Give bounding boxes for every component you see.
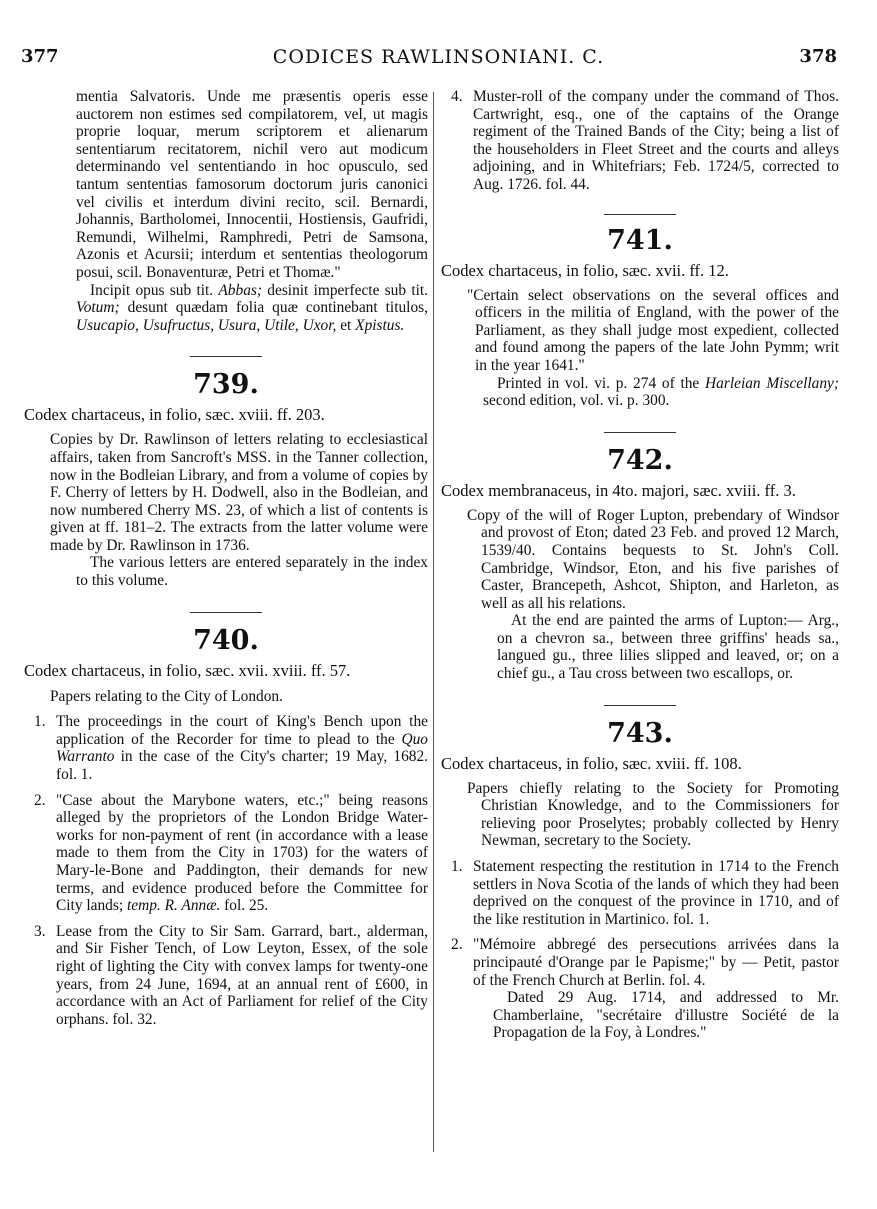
section-rule xyxy=(190,612,262,613)
codex-description-740: Codex chartaceus, in folio, sæc. xvii. xviii. ff. 57. xyxy=(24,660,351,680)
entry-739-note: The various letters are entered separately in the index to this volume. xyxy=(76,554,428,590)
list-item: 2. "Mémoire abbregé des persecutions arrivées dans la principauté d'Orange par le Papisme;" by — Petit, pastor of the French Church at Berlin. fol. 4. xyxy=(451,936,839,989)
continued-paragraph: mentia Salvatoris. Unde me præsentis operis esse auctorem non estimes sed compilatorem, vel, ut magis proprie loquar, merum scriptorem et alienarum sententiarum recitatorem, nichil vero aut modicum determinando vel sententiando in hoc opusculo, sed tantum sententias famosorum doctorum juris canonici vel civilis et interdum divini recito, scil. Bernardi, Johannis, Bartholomei, Innocentii, Hostiensis, Gaufridi, Remundi, Wilhelmi, Ramphredi, Petri de Samsona, Azonis et Acursii; interdum et sententias theologorum posui, scil. Bonaventuræ, Petri et Thomæ." xyxy=(76,88,428,281)
list-item: 3. Lease from the City to Sir Sam. Garrard, bart., alderman, and Sir Fisher Tench, of Low Leyton, Essex, of the sole right of lighting the City with convex lamps for twenty-one years, from 24 June, 1694, at an annual rent of £600, in accordance with an Act of Parliament for relief of the City orphans. fol. 32. xyxy=(34,922,428,1028)
left-column xyxy=(24,88,428,1028)
incipit-paragraph: Incipit opus sub tit. Abbas; desinit imperfecte sub tit. Votum; desunt quædam folia quæ continebant titulos, Usucapio, Usufructus, Usura, Utile, Uxor, et Xpistus. xyxy=(76,281,428,334)
page-header xyxy=(0,46,877,74)
section-rule xyxy=(604,214,676,215)
entry-number-739: 739. xyxy=(193,369,259,401)
page-number-right: 378 xyxy=(799,46,837,67)
list-item: 1. Statement respecting the restitution in 1714 to the French settlers in Nova Scotia of the lands of which they had been deprived on the conquest of the province in 1710, and of the like restitution in Martinico. fol. 1. xyxy=(451,858,839,928)
section-rule xyxy=(190,356,262,357)
entry-741-quote: "Certain select observations on the several offices and officers in the militia of England, with the power of the Parliament, as they shall judge most expedient, collected and found among the papers of the late John Pymm; writ in the year 1641." xyxy=(467,286,839,374)
entry-number-740: 740. xyxy=(193,624,259,656)
list-item: 4. Muster-roll of the company under the command of Thos. Cartwright, esq., one of the captains of the Orange regiment of the Trained Bands of the City; being a list of the householders in Fleet Street and the courts and alleys adjoining, and in Whitefriars; Feb. 1724/5, corrected to Aug. 1726. fol. 44. xyxy=(451,88,839,193)
codex-description-741: Codex chartaceus, in folio, sæc. xvii. ff. 12. xyxy=(441,260,729,280)
list-item: 2. "Case about the Marybone waters, etc.;" being reasons alleged by the proprietors of the London Bridge Water-works for non-payment of rent (in accordance with a lease made to them from the City in 1703) for the waters of Mary-le-Bone and Paddington, their demands for new terms, and evidence produced before the Committee for City lands; temp. R. Annæ. fol. 25. xyxy=(34,791,428,915)
running-title: CODICES RAWLINSONIANI. C. xyxy=(272,46,605,68)
codex-description-743: Codex chartaceus, in folio, sæc. xviii. ff. 108. xyxy=(441,753,742,773)
entry-741-note: Printed in vol. vi. p. 274 of the Harleian Miscellany; second edition, vol. vi. p. 300. xyxy=(483,374,840,410)
entry-742-arms: At the end are painted the arms of Lupton:— Arg., on a chevron sa., between three griffins' heads sa., langued gu., three lilies slipped and leaved, or; on a chief gu., a Tau cross between two escallops, or. xyxy=(497,612,839,683)
entry-739-text: Copies by Dr. Rawlinson of letters relating to ecclesiastical affairs, taken from Sancroft's MSS. in the Tanner collection, now in the Bodleian Library, and from a volume of copies by F. Cherry of letters by H. Dodwell, also in the Bodleian, and now numbered Cherry MS. 23, of which a list of contents is given at ff. 181–2. The extracts from the latter volume were made by Dr. Rawlinson in 1736. xyxy=(50,431,428,554)
section-rule xyxy=(604,705,676,706)
entry-742-text: Copy of the will of Roger Lupton, prebendary of Windsor and provost of Eton; dated 23 Feb. and proved 12 March, 1539/40. Contains bequests to St. John's Coll. Cambridge, Windsor, Eton, and his five parishes of Caster, Brancepeth, Ashcot, Shipton, and Harleton, as well as all his relations. xyxy=(467,506,839,612)
codex-description-739: Codex chartaceus, in folio, sæc. xviii. ff. 203. xyxy=(24,405,325,425)
page-number-left: 377 xyxy=(21,46,59,67)
entry-740-intro: Papers relating to the City of London. xyxy=(50,687,283,705)
codex-description-742: Codex membranaceus, in 4to. majori, sæc. xviii. ff. 3. xyxy=(441,480,796,500)
entry-743-note: Dated 29 Aug. 1714, and addressed to Mr. Chamberlaine, "secrétaire d'illustre Société de la Propagation de la Foy, à Londres." xyxy=(493,989,839,1042)
column-divider xyxy=(433,92,434,1152)
entry-number-743: 743. xyxy=(607,717,673,749)
section-rule xyxy=(604,432,676,433)
entry-number-742: 742. xyxy=(607,444,673,476)
entry-743-intro: Papers chiefly relating to the Society for Promoting Christian Knowledge, and to the Commissioners for relieving poor Proselytes; probably collected by Henry Newman, secretary to the Society. xyxy=(467,779,839,850)
list-item: 1. The proceedings in the court of King's Bench upon the application of the Recorder for time to plead to the Quo Warranto in the case of the City's charter; 19 May, 1682. fol. 1. xyxy=(34,713,428,784)
right-column xyxy=(441,88,839,1042)
entry-number-741: 741. xyxy=(607,224,673,256)
